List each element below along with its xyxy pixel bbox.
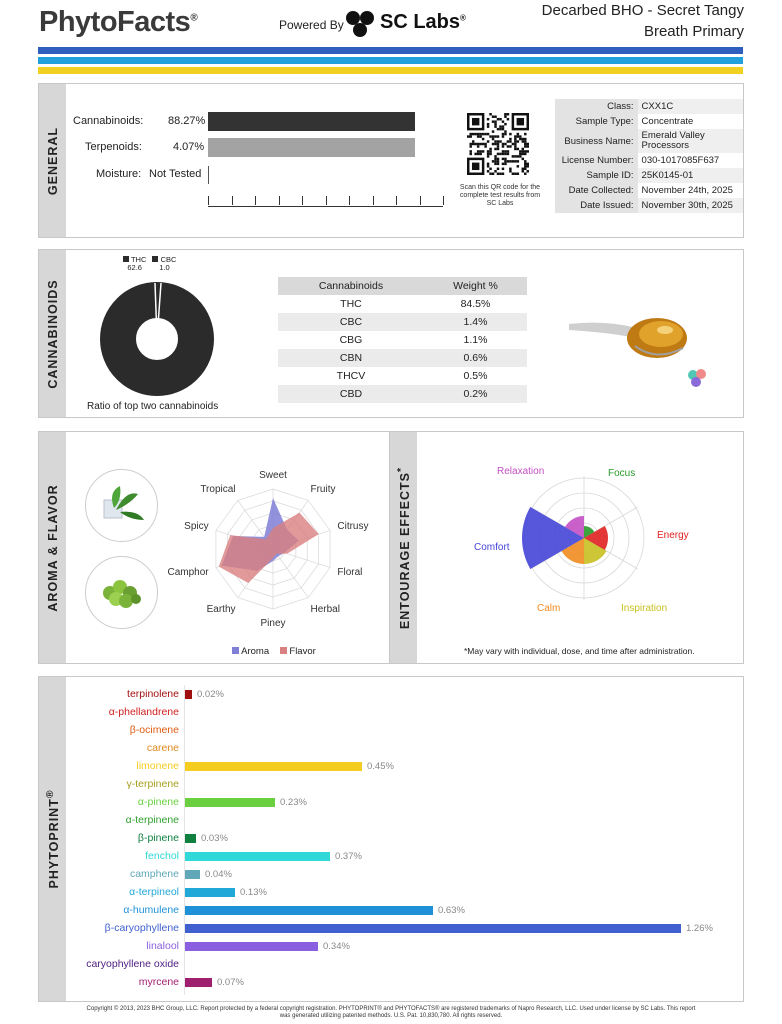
- product-image: [565, 286, 695, 371]
- product-title: [542, 0, 744, 42]
- legend-thc: THC 62.6: [123, 256, 146, 272]
- general-sidebar: [39, 84, 66, 237]
- cannabinoid-weight: 84.5%: [460, 298, 491, 310]
- cannabinoid-name: CBN: [278, 349, 424, 367]
- terpene-bar-chart: [184, 677, 740, 1001]
- product-title-line1: Decarbed BHO - Secret Tangy: [541, 2, 744, 19]
- cannabinoids-sidebar: [39, 250, 66, 417]
- donut-hole: [139, 321, 175, 357]
- terpenoids-label: Terpenoids:: [85, 141, 142, 153]
- info-key: Sample Type:: [555, 114, 638, 129]
- info-value: Concentrate: [638, 114, 743, 129]
- legend-thc-swatch: [123, 256, 129, 262]
- radar-axis-label: Piney: [260, 618, 286, 629]
- cannabinoid-weight: 0.6%: [424, 349, 527, 367]
- cannabinoid-name: THC: [340, 298, 362, 310]
- radar-legend: [232, 646, 316, 657]
- terpene-bar: [184, 762, 362, 771]
- terpene-bar: [184, 978, 212, 987]
- phytoprint-section-label: PHYTOPRINT®: [44, 789, 61, 889]
- sample-info-table: [555, 99, 743, 213]
- scale-tick: [255, 196, 256, 205]
- aroma-sidebar: [39, 432, 66, 663]
- terpene-name: caryophyllene oxide: [86, 958, 179, 970]
- info-key: Date Collected:: [555, 183, 638, 198]
- radar-axis-label: Citrusy: [337, 521, 369, 533]
- aroma-flavor-radar-chart: [167, 459, 369, 644]
- terpene-bar: [184, 924, 681, 933]
- terpene-name: fenchol: [145, 850, 179, 862]
- scale-tick: [396, 196, 397, 205]
- radar-axis-label: Sweet: [259, 470, 287, 481]
- terpene-name: β-pinene: [137, 832, 179, 844]
- general-section-label: GENERAL: [45, 126, 60, 195]
- terpene-name: β-caryophyllene: [104, 922, 179, 934]
- cannabinoid-name: CBC: [278, 313, 424, 331]
- terpene-name: α-humulene: [123, 904, 179, 916]
- cannabinoid-row: [278, 367, 527, 385]
- radar-axis-label: Earthy: [206, 603, 236, 615]
- entourage-sidebar: [390, 432, 417, 663]
- cannabinoid-row: [278, 385, 527, 403]
- cannabinoid-weight: 1.1%: [463, 334, 488, 346]
- effect-focus-label: Focus: [608, 468, 636, 479]
- footer: [30, 1006, 752, 1020]
- legend-cbc: CBC 1.0: [152, 256, 176, 272]
- donut-caption: Ratio of top two cannabinoids: [87, 401, 219, 412]
- cannabinoid-table: [278, 277, 527, 403]
- scale-tick: [232, 196, 233, 205]
- scale-axis: [208, 196, 443, 207]
- info-key: Sample ID:: [555, 168, 638, 183]
- terpene-bar: [184, 852, 330, 861]
- entourage-rose-chart: [519, 473, 649, 608]
- info-key: Class:: [555, 99, 638, 114]
- donut-legend: [123, 256, 176, 272]
- entourage-panel: [389, 431, 744, 664]
- terpene-bar: [184, 798, 275, 807]
- info-row: [555, 198, 743, 213]
- terpene-bar: [184, 690, 192, 699]
- general-panel: [38, 83, 744, 238]
- moisture-label: Moisture:: [96, 168, 142, 180]
- stripe-yellow: [38, 67, 743, 74]
- cannabinoids-bar: [208, 112, 415, 131]
- cannabinoid-row: [278, 331, 527, 349]
- aroma-panel: [38, 431, 391, 664]
- herb-image: [85, 469, 158, 542]
- cannabinoid-weight: 1.4%: [424, 313, 527, 331]
- terpene-value: 0.37%: [335, 851, 362, 862]
- scale-tick: [443, 196, 444, 205]
- terpene-value: 0.13%: [240, 887, 267, 898]
- legend-flavor-swatch: [280, 647, 287, 654]
- info-value: CXX1C: [638, 99, 743, 114]
- cannabinoids-label: Cannabinoids:: [73, 115, 144, 127]
- radar-axis-label: Herbal: [310, 603, 340, 615]
- stripe-blue: [38, 47, 743, 54]
- terpene-value: 0.45%: [367, 761, 394, 772]
- info-key: Business Name:: [555, 129, 638, 153]
- effect-calm-label: Calm: [537, 603, 561, 614]
- radar-axis-label: Floral: [337, 566, 363, 578]
- cannabinoid-donut-chart: [99, 281, 215, 402]
- info-value: Emerald Valley Processors: [638, 129, 743, 153]
- moisture-value: Not Tested: [149, 168, 202, 180]
- sc-labs-wordmark: SC Labs®: [380, 11, 466, 33]
- legend-flavor-label: Flavor: [289, 646, 316, 657]
- scale-tick: [373, 196, 374, 205]
- terpene-value: 0.07%: [217, 977, 244, 988]
- info-row: [555, 168, 743, 183]
- entourage-note: *May vary with individual, dose, and time after administration.: [464, 646, 695, 656]
- scale-tick: [279, 196, 280, 205]
- terpene-name: linalool: [146, 940, 179, 952]
- phytoprint-sidebar: [39, 677, 66, 1001]
- qr-code[interactable]: [467, 113, 529, 180]
- terpene-value: 0.23%: [280, 797, 307, 808]
- info-row: [555, 114, 743, 129]
- terpene-name: α-phellandrene: [108, 706, 179, 718]
- terpene-bar: [184, 888, 235, 897]
- terpene-bar: [184, 870, 200, 879]
- info-row: [555, 183, 743, 198]
- info-row: [555, 153, 743, 168]
- cannabinoids-panel: [38, 249, 744, 418]
- cannabinoids-value: 88.27%: [168, 115, 206, 127]
- stripe-cyan: [38, 57, 743, 64]
- cannabinoid-name: THCV: [336, 370, 366, 382]
- legend-cbc-swatch: [152, 256, 158, 262]
- legend-aroma-swatch: [232, 647, 239, 654]
- info-row: [555, 129, 743, 153]
- footer-line1: Copyright © 2013, 2023 BHC Group, LLC. Report protected by a federal copyright registration. PHYTOPRINT® and PHYTOFACTS® are registered trademarks of Napro Research, LLC. Used under license by SC Labs. This report: [86, 1006, 696, 1012]
- effect-relaxation-label: Relaxation: [497, 466, 545, 477]
- scale-tick: [349, 196, 350, 205]
- effect-comfort-label: Comfort: [474, 542, 510, 553]
- info-key: Date Issued:: [555, 198, 638, 213]
- entourage-section-label: ENTOURAGE EFFECTS*: [395, 466, 412, 629]
- terpene-value: 0.63%: [438, 905, 465, 916]
- info-value: 25K0145-01: [638, 168, 743, 183]
- aroma-section-label: AROMA & FLAVOR: [45, 483, 60, 612]
- phytofacts-logo: PhytoFacts®: [39, 6, 198, 38]
- terpene-value: 1.26%: [686, 923, 713, 934]
- info-key: License Number:: [555, 153, 638, 168]
- terpene-bar: [184, 906, 433, 915]
- terpene-name: limonene: [136, 760, 179, 772]
- scale-tick: [326, 196, 327, 205]
- cannabinoid-row: [278, 349, 527, 367]
- terpene-value: 0.34%: [323, 941, 350, 952]
- cannabinoid-name: CBD: [278, 385, 424, 403]
- terpene-name: myrcene: [138, 976, 179, 988]
- terpene-axis: [184, 685, 185, 995]
- terpene-name: β-ocimene: [129, 724, 179, 736]
- scale-tick: [208, 196, 209, 205]
- radar-axis-label: Tropical: [200, 484, 236, 496]
- phytoprint-panel: [38, 676, 744, 1002]
- cannabinoids-section-label: CANNABINOIDS: [45, 278, 60, 389]
- terpene-name: terpinolene: [127, 688, 179, 700]
- terpenoids-bar: [208, 138, 415, 157]
- info-value: November 24th, 2025: [638, 183, 743, 198]
- footer-line2: was generated utilizing patented methods. U.S. Pat. 10,830,780. All rights reserved.: [279, 1013, 503, 1019]
- legend-aroma-label: Aroma: [241, 646, 270, 657]
- product-title-line2: Breath Primary: [643, 23, 744, 40]
- terpene-name-column: [69, 677, 179, 1001]
- terpene-name: α-terpinene: [125, 814, 179, 826]
- cannabinoid-weight: 0.2%: [424, 385, 527, 403]
- terpene-value: 0.03%: [201, 833, 228, 844]
- info-row: [555, 99, 743, 114]
- info-value: November 30th, 2025: [638, 198, 743, 213]
- scale-tick: [302, 196, 303, 205]
- effect-energy-label: Energy: [657, 530, 689, 541]
- radar-axis-label: Spicy: [184, 521, 209, 533]
- terpene-bar: [184, 942, 318, 951]
- cannabinoid-row: [278, 313, 527, 331]
- cannabinoid-name: CBG: [339, 334, 363, 346]
- terpene-name: α-pinene: [137, 796, 179, 808]
- header-weight: Weight %: [424, 277, 527, 295]
- terpenoids-value: 4.07%: [173, 141, 205, 153]
- terpene-value: 0.02%: [197, 689, 224, 700]
- effect-inspiration-label: Inspiration: [621, 603, 668, 614]
- terpene-value: 0.04%: [205, 869, 232, 880]
- moisture-bar: [208, 166, 209, 184]
- qr-caption: Scan this QR code for the complete test results from SC Labs: [459, 184, 541, 207]
- terpene-name: camphene: [129, 868, 179, 880]
- sc-labs-mini-icon: [686, 367, 708, 394]
- header-cannabinoids: Cannabinoids: [278, 277, 424, 295]
- terpene-bar: [184, 834, 196, 843]
- radar-axis-label: Fruity: [310, 484, 336, 496]
- terpene-name: carene: [146, 742, 179, 754]
- scale-tick: [420, 196, 421, 205]
- info-value: 030-1017085F637: [638, 153, 743, 168]
- sc-labs-icon: [344, 9, 376, 44]
- cannabinoid-weight: 0.5%: [463, 370, 488, 382]
- terpene-name: α-terpineol: [129, 886, 179, 898]
- cannabinoid-row: [278, 295, 527, 313]
- hops-image: [85, 556, 158, 629]
- radar-axis-label: Camphor: [167, 566, 209, 578]
- powered-by-text: Powered By: [279, 18, 344, 32]
- terpene-name: γ-terpinene: [126, 778, 179, 790]
